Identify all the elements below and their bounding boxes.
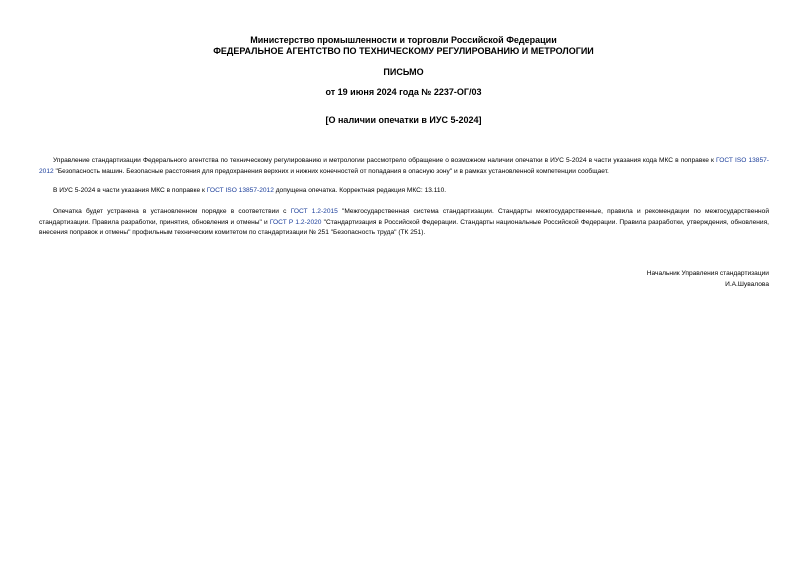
paragraph-2-text-2: допущена опечатка. Корректная редакция МКС: 13.110. — [273, 187, 447, 194]
paragraph-3-text-3: "Стандартизация в Российской Федерации. Стандарты национальные Российской Федерации. Правила разработки, утверждения, обновления, внесения поправок и отмены" профильным техническим комитетом по стандартизации № 251 "Безопасность труда" (ТК 251). — [39, 218, 769, 236]
gost-iso-13857-link[interactable]: ГОСТ ISO 13857-2012 — [39, 157, 769, 175]
document-type: ПИСЬМО — [383, 67, 424, 77]
paragraph-2 — [39, 186, 769, 197]
ministry-name: Министерство промышленности и торговли Российской Федерации — [250, 35, 557, 45]
document-date-number: от 19 июня 2024 года № 2237-ОГ/03 — [325, 87, 482, 97]
paragraph-1 — [39, 156, 769, 177]
agency-name: ФЕДЕРАЛЬНОЕ АГЕНТСТВО ПО ТЕХНИЧЕСКОМУ РЕГУЛИРОВАНИЮ И МЕТРОЛОГИИ — [213, 46, 594, 56]
paragraph-2-text-1: В ИУС 5-2024 в части указания МКС в поправке к — [53, 187, 207, 194]
signatory-name: И.А.Шувалова — [725, 280, 769, 288]
paragraph-1-text-2: "Безопасность машин. Безопасные расстояния для предохранения верхних и нижних конечностей от попадания в опасную зону" и в рамках установленной компетенции сообщает. — [53, 167, 609, 175]
paragraph-3 — [39, 207, 769, 239]
signature-block — [469, 269, 769, 290]
paragraph-3-text-1: Опечатка будет устранена в установленном порядке в соответствии с — [53, 208, 291, 215]
paragraph-1-text-1: Управление стандартизации Федерального агентства по техническому регулированию и метрологии рассмотрело обращение о возможном наличии опечатки в ИУС 5-2024 в части указания кода МКС в поправке к — [53, 157, 717, 164]
signatory-position: Начальник Управления стандартизации — [646, 270, 769, 277]
gost-1-2-2015-link[interactable]: ГОСТ 1.2-2015 — [290, 208, 338, 215]
paragraph-3-text-2: "Межгосударственная система стандартизации. Стандарты межгосударственные, правила и рекомендации по межгосударственной стандартизации. Правила разработки, принятия, обновления и отмены" и — [39, 208, 770, 226]
gost-r-1-2-2020-link[interactable]: ГОСТ Р 1.2-2020 — [269, 218, 322, 226]
document-subject: [О наличии опечатки в ИУС 5-2024] — [325, 115, 482, 125]
gost-iso-13857-link-2[interactable]: ГОСТ ISO 13857-2012 — [206, 187, 274, 194]
